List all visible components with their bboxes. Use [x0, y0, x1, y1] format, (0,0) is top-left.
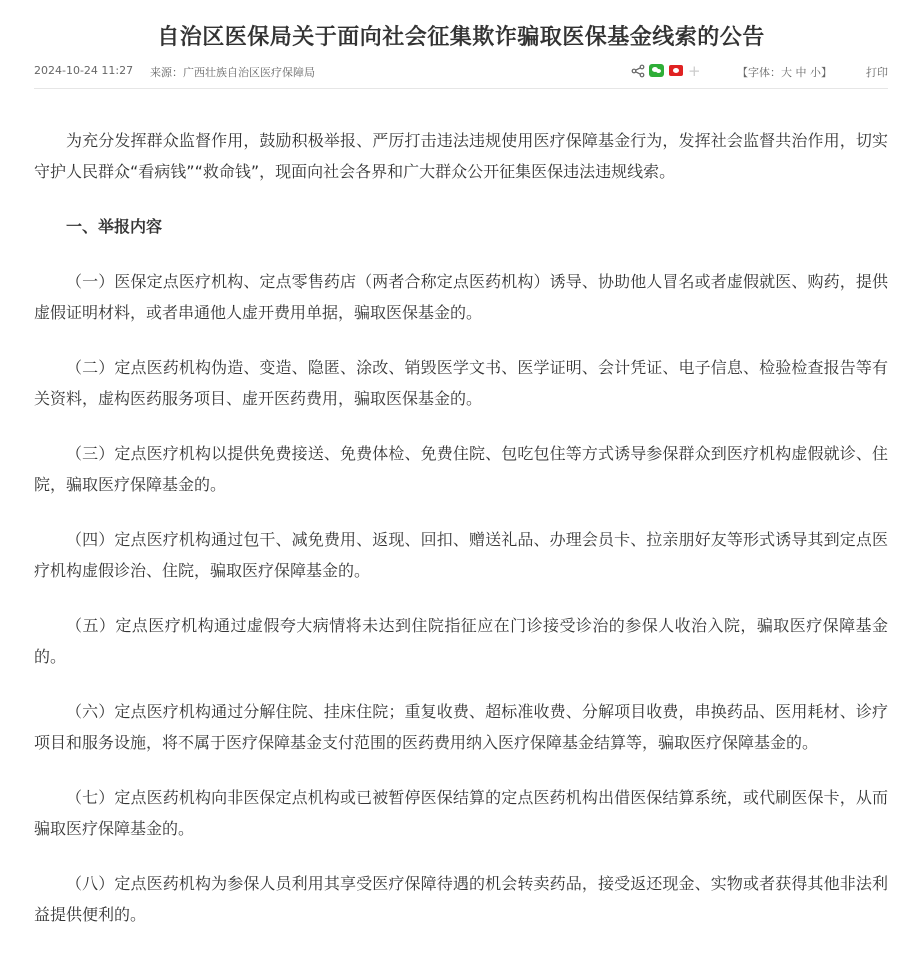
share-icon[interactable]: [631, 64, 645, 78]
article-title: 自治区医保局关于面向社会征集欺诈骗取医保基金线索的公告: [157, 24, 765, 50]
font-size-medium-button[interactable]: 中: [795, 66, 807, 79]
font-size-large-button[interactable]: 大: [781, 66, 792, 79]
intro-paragraph: 为充分发挥群众监督作用，鼓励积极举报、严厉打击违法违规使用医疗保障基金行为，发挥社会监督共治作用，切实守护人民群众“看病钱”“救命钱”，现面向社会各界和广大群众公开征集医保违法违规线索。: [34, 131, 888, 181]
article-body: [34, 125, 888, 954]
print-button[interactable]: 打印: [866, 66, 888, 79]
list-item: （四）定点医疗机构通过包干、减免费用、返现、回扣、赠送礼品、办理会员卡、拉亲朋好友等形式诱导其到定点医疗机构虚假诊治、住院，骗取医疗保障基金的。: [34, 530, 888, 580]
wechat-icon[interactable]: [649, 64, 664, 77]
font-size-label-close: 】: [821, 66, 832, 79]
list-item: （一）医保定点医疗机构、定点零售药店（两者合称定点医药机构）诱导、协助他人冒名或者虚假就医、购药，提供虚假证明材料，或者串通他人虚开费用单据，骗取医保基金的。: [34, 272, 888, 322]
font-size-small-button[interactable]: 小: [810, 66, 821, 79]
more-share-icon[interactable]: +: [688, 62, 701, 80]
list-item: （七）定点医药机构向非医保定点机构或已被暂停医保结算的定点医药机构出借医保结算系统，或代刷医保卡，从而骗取医疗保障基金的。: [34, 788, 888, 838]
section-heading: 一、举报内容: [66, 217, 163, 236]
article-source: 来源：广西壮族自治区医疗保障局: [150, 66, 315, 79]
weibo-icon[interactable]: [669, 65, 683, 76]
list-item: （五）定点医疗机构通过虚假夸大病情将未达到住院指征应在门诊接受诊治的参保人收治入院，骗取医疗保障基金的。: [34, 616, 888, 666]
font-size-label-open: 【字体：: [737, 66, 781, 79]
list-item: （三）定点医疗机构以提供免费接送、免费体检、免费住院、包吃包住等方式诱导参保群众到医疗机构虚假就诊、住院，骗取医疗保障基金的。: [34, 444, 888, 494]
font-size-switcher: [737, 64, 832, 80]
list-item: （八）定点医药机构为参保人员利用其享受医疗保障待遇的机会转卖药品，接受返还现金、实物或者获得其他非法利益提供便利的。: [34, 874, 888, 924]
list-item: （二）定点医药机构伪造、变造、隐匿、涂改、销毁医学文书、医学证明、会计凭证、电子信息、检验检查报告等有关资料，虚构医药服务项目、虚开医药费用，骗取医保基金的。: [34, 358, 888, 408]
publish-date: 2024-10-24 11:27: [34, 64, 134, 77]
header-divider: [34, 88, 888, 89]
article-meta: [34, 62, 888, 82]
list-item: （六）定点医疗机构通过分解住院、挂床住院；重复收费、超标准收费、分解项目收费，串换药品、医用耗材、诊疗项目和服务设施，将不属于医疗保障基金支付范围的医药费用纳入医疗保障基金结算等，骗取医疗保障基金的。: [34, 702, 888, 752]
